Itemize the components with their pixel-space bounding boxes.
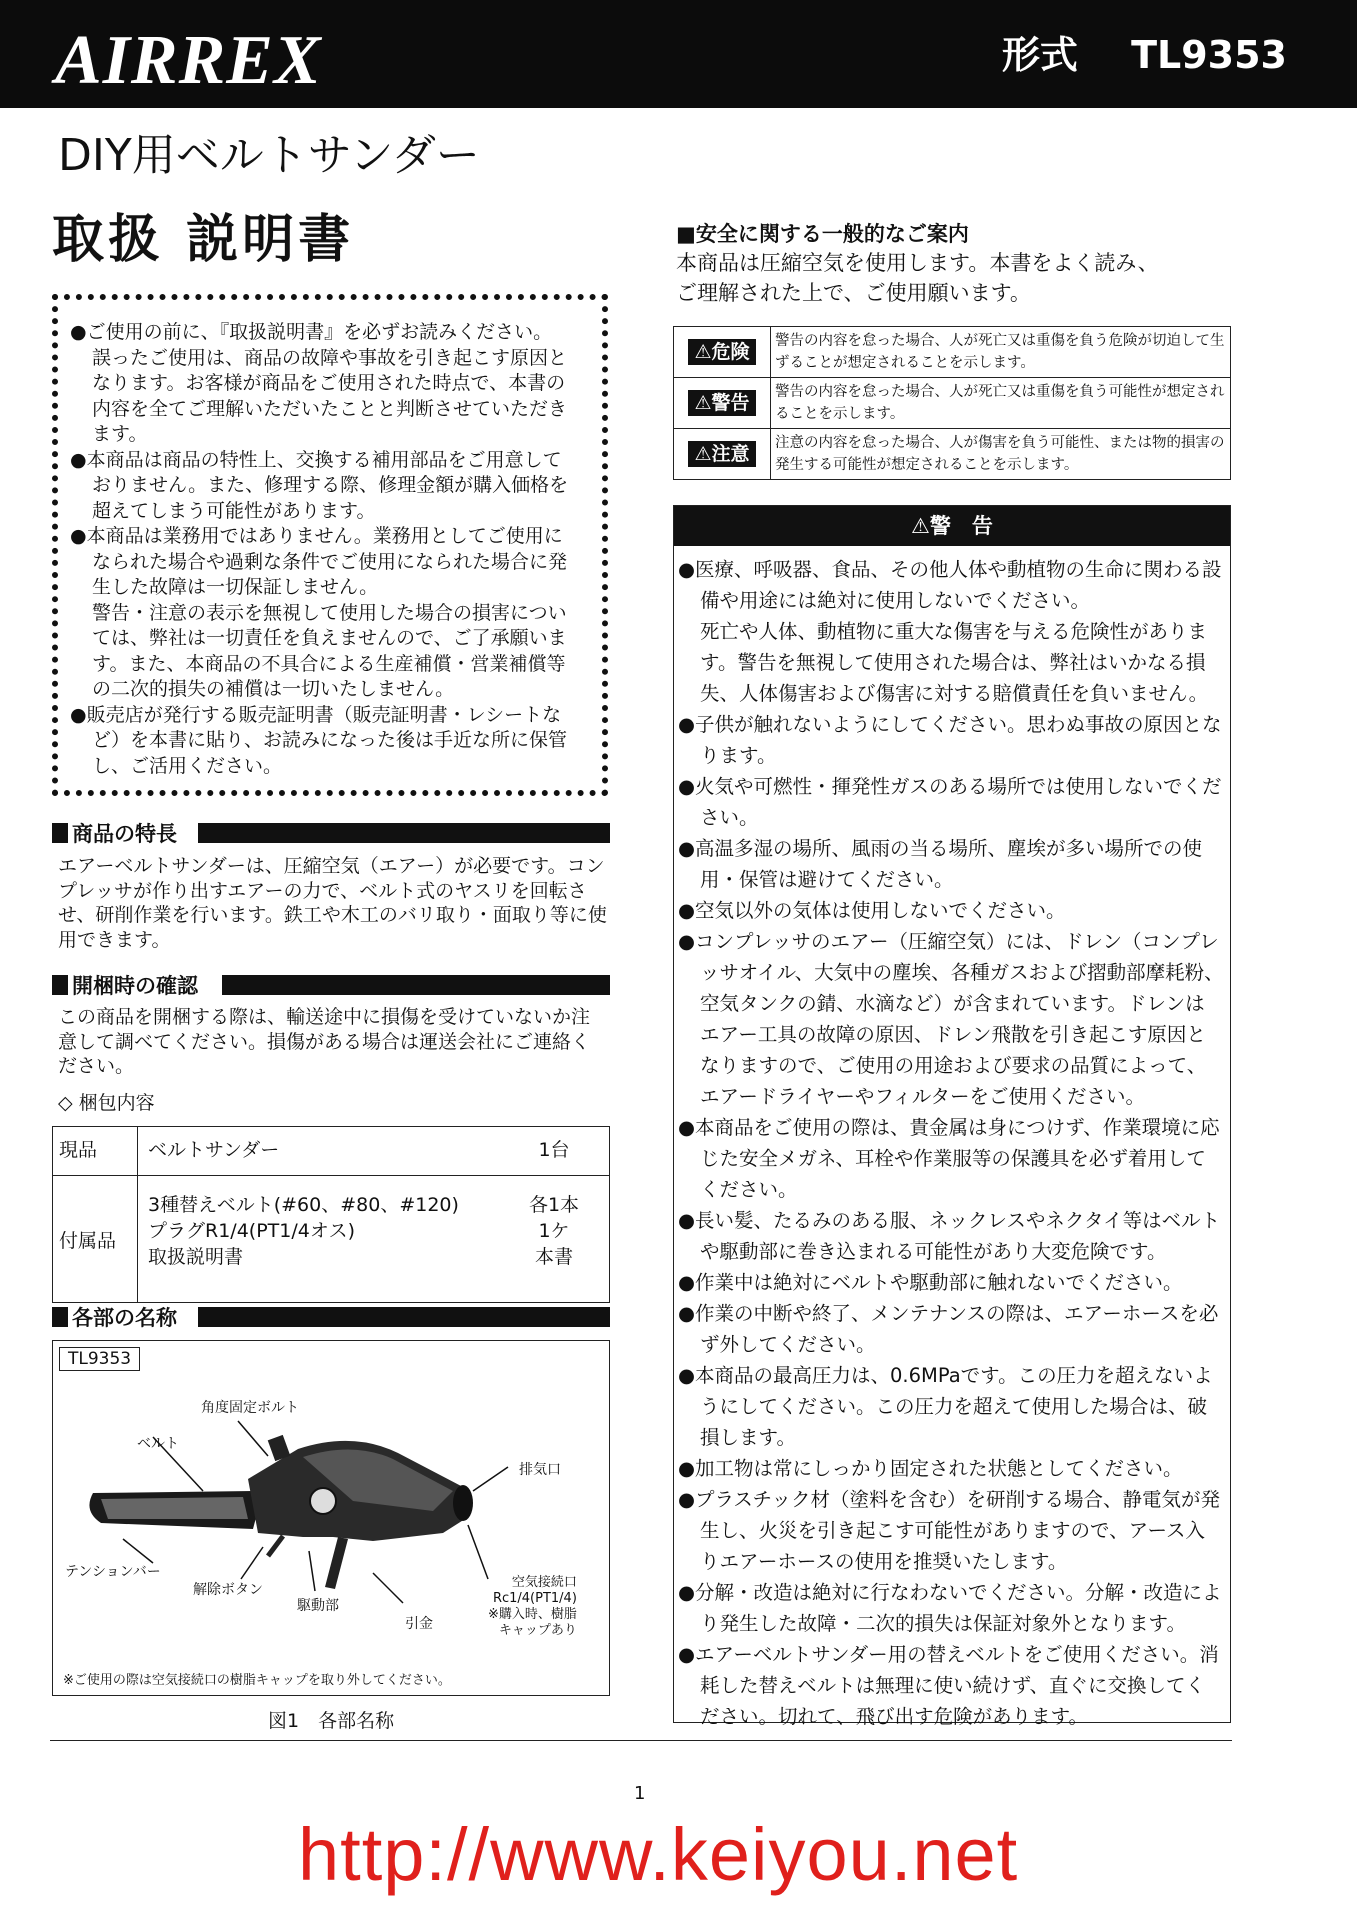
- notice-item: ●本商品は業務用ではありません。業務用としてご使用になられた場合や過剰な条件でご使用になられた場合に発生した故障は一切保証しません。: [70, 525, 568, 598]
- table-row: [53, 1127, 610, 1176]
- warning-item: ●長い髪、たるみのある服、ネックレスやネクタイ等はベルトや駆動部に巻き込まれる可能性があり大変危険です。: [678, 1209, 1221, 1263]
- figure-caption: 図1 各部名称: [268, 1710, 395, 1732]
- warning-item: ●医療、呼吸器、食品、その他人体や動植物の生命に関わる設備や用途には絶対に使用しないでください。: [678, 558, 1222, 612]
- notice-item: ●販売店が発行する販売証明書（販売証明書・レシートなど）を本書に貼り、お読みになった後は手近な所に保管し、ご活用ください。: [70, 703, 568, 777]
- parts-heading: [52, 1304, 610, 1330]
- warning-item: ●空気以外の気体は使用しないでください。: [678, 899, 1066, 922]
- model-label: 形式: [1001, 33, 1078, 77]
- safety-intro-line: 本商品は圧縮空気を使用します。本書をよく読み、: [676, 251, 1159, 275]
- table-row: [674, 378, 1231, 429]
- warning-item: ●本商品をご使用の際は、貴金属は身につけず、作業環境に応じた安全メガネ、耳栓や作業服等の保護具を必ず着用してください。: [678, 1116, 1220, 1201]
- warning-item: ●分解・改造は絶対に行なわないでください。分解・改造により発生した故障・二次的損失は保証対象外となります。: [678, 1581, 1222, 1635]
- parts-heading-text: 各部の名称: [72, 1306, 177, 1330]
- model-number: TL9353: [1131, 33, 1287, 77]
- warning-item: ●本商品の最高圧力は、0.6MPaです。この圧力を超えないようにしてください。この圧力を超えて使用した場合は、破損します。: [678, 1364, 1213, 1449]
- release-lever: [268, 1536, 283, 1556]
- level-label-cell: [674, 429, 771, 480]
- heading-bar: [198, 1307, 610, 1327]
- heading-bar: [198, 823, 610, 843]
- heading-square: [52, 1307, 68, 1327]
- warning-item: 死亡や人体、動植物に重大な傷害を与える危険性があります。警告を無視して使用された場合は、弊社はいかなる損失、人体傷害および傷害に対する賠償責任を負いません。: [700, 620, 1209, 705]
- warning-box: [673, 505, 1231, 1728]
- warning-item: ●高温多湿の場所、風雨の当る場所、塵埃が多い場所での使用・保管は避けてください。: [678, 837, 1203, 891]
- footer-url: http://www.keiyou.net: [298, 1813, 1019, 1896]
- brand-logo: AIRREX: [55, 22, 322, 99]
- unpack-text: この商品を開梱する際は、輸送途中に損傷を受けていないか注意して調べてください。損傷がある場合は運送会社にご連絡ください。: [58, 1006, 591, 1077]
- parts-illustration: [52, 1340, 610, 1696]
- warning-item: ●エアーベルトサンダー用の替えベルトをご使用ください。消耗した替えベルトは無理に使い続けず、直ぐに交換してください。切れて、飛び出す危険があります。: [678, 1643, 1219, 1728]
- table-category: 現品: [53, 1127, 138, 1176]
- label-air-inlet-line: Rc1/4(PT1/4): [492, 1591, 577, 1606]
- table-item-name: プラグR1/4(PT1/4オス): [148, 1220, 356, 1242]
- warning-item: ●火気や可燃性・揮発性ガスのある場所では使用しないでください。: [678, 775, 1222, 829]
- belt-surface: [101, 1497, 248, 1519]
- safety-title: ■安全に関する一般的なご案内: [676, 222, 969, 246]
- notice-item: 警告・注意の表示を無視して使用した場合の損害については、弊社は一切責任を負えませんので、ご了承願います。また、本商品の不具合による生産補償・営業補償等の二次的損失の補償は一切いたしません。: [92, 601, 567, 700]
- unpack-heading: [52, 972, 610, 998]
- table-item-name: 3種替えベルト(#60、#80、#120): [148, 1194, 459, 1216]
- danger-badge: ⚠危険: [688, 339, 755, 365]
- label-air-inlet-line: 空気接続口: [511, 1575, 577, 1590]
- belt-sander-drawing: [53, 1341, 608, 1694]
- label-drive: 駆動部: [297, 1598, 339, 1614]
- table-row: [674, 327, 1231, 378]
- notice-item: ●本商品は商品の特性上、交換する補用部品をご用意しておりません。また、修理する際、修理金額が購入価格を超えてしまう可能性があります。: [70, 448, 569, 522]
- table-item-name: ベルトサンダー: [138, 1127, 510, 1176]
- warning-item: ●作業の中断や終了、メンテナンスの際は、エアーホースを必ず外してください。: [678, 1302, 1219, 1356]
- air-inlet: [453, 1485, 473, 1521]
- safety-intro-line: ご理解された上で、ご使用願います。: [676, 281, 1031, 305]
- warning-item: ●加工物は常にしっかり固定された状態としてください。: [678, 1457, 1183, 1480]
- parts-note: ※ご使用の際は空気接続口の樹脂キャップを取り外してください。: [63, 1673, 451, 1688]
- table-item-names: [138, 1176, 510, 1303]
- level-label-cell: [674, 327, 771, 378]
- footer-divider: [50, 1740, 1232, 1741]
- table-row: [674, 429, 1231, 480]
- contents-label: ◇ 梱包内容: [58, 1092, 155, 1114]
- label-air-inlet-line: ※購入時、樹脂: [488, 1607, 577, 1622]
- table-category: 付属品: [53, 1176, 138, 1303]
- caution-badge: ⚠注意: [688, 441, 755, 467]
- product-subtitle: DIY用ベルトサンダー: [58, 130, 480, 181]
- safety-intro: [676, 248, 1159, 308]
- features-text: エアーベルトサンダーは、圧縮空気（エアー）が必要です。コンプレッサが作り出すエアーの力で、ベルト式のヤスリを回転させ、研削作業を行います。鉄工や木工のバリ取り・面取り等に使用できます。: [58, 855, 607, 951]
- label-angle-bolt: 角度固定ボルト: [201, 1400, 299, 1416]
- label-release-button: 解除ボタン: [193, 1582, 263, 1598]
- package-table: [52, 1126, 610, 1303]
- document-title: 取扱 説明書: [52, 210, 355, 270]
- trigger: [325, 1537, 348, 1589]
- level-description: 警告の内容を怠った場合、人が死亡又は重傷を負う可能性が想定されることを示します。: [771, 378, 1231, 429]
- model-info: [1001, 33, 1287, 77]
- header-bar: [0, 0, 1357, 108]
- features-heading-text: 商品の特長: [72, 822, 177, 846]
- label-belt: ベルト: [137, 1436, 179, 1452]
- table-row: [53, 1176, 610, 1303]
- warning-list: [674, 546, 1230, 1732]
- level-description: 警告の内容を怠った場合、人が死亡又は重傷を負う危険が切迫して生ずることが想定されることを示します。: [771, 327, 1231, 378]
- heading-square: [52, 823, 68, 843]
- notice-box: [52, 294, 608, 796]
- table-item-qty: 各1本: [528, 1194, 580, 1216]
- label-exhaust: 排気口: [519, 1462, 561, 1478]
- unpack-heading-text: 開梱時の確認: [72, 974, 198, 998]
- level-description: 注意の内容を怠った場合、人が傷害を負う可能性、または物的損害の発生する可能性が想定されることを示します。: [771, 429, 1231, 480]
- table-item-qty: 1ケ: [538, 1220, 570, 1242]
- notice-item: 誤ったご使用は、商品の故障や事故を引き起こす原因となります。お客様が商品をご使用された時点で、本書の内容を全てご理解いただいたことと判断させていただきます。: [92, 346, 568, 445]
- label-tension-bar: テンションバー: [65, 1564, 161, 1580]
- heading-bar: [222, 975, 610, 995]
- warning-item: ●プラスチック材（塗料を含む）を研削する場合、静電気が発生し、火災を引き起こす可能性がありますので、アース入りエアーホースの使用を推奨いたします。: [678, 1488, 1220, 1573]
- warning-item: ●子供が触れないようにしてください。思わぬ事故の原因となります。: [678, 713, 1222, 767]
- table-item-qty: 1台: [509, 1127, 610, 1176]
- label-air-inlet: [488, 1575, 577, 1639]
- table-item-qtys: [509, 1176, 610, 1303]
- table-item-qty: 本書: [534, 1246, 573, 1268]
- label-trigger: 引金: [405, 1616, 433, 1632]
- page-number: 1: [634, 1783, 646, 1804]
- model-box: TL9353: [59, 1347, 140, 1371]
- features-heading: [52, 820, 610, 846]
- table-item-name: 取扱説明書: [148, 1246, 244, 1268]
- level-label-cell: [674, 378, 771, 429]
- warning-badge: ⚠警告: [688, 390, 755, 416]
- notice-item: ●ご使用の前に、『取扱説明書』を必ずお読みください。: [70, 321, 553, 343]
- warning-heading: ⚠警 告: [674, 506, 1230, 546]
- label-air-inlet-line: キャップあり: [498, 1623, 577, 1638]
- warning-item: ●作業中は絶対にベルトや駆動部に触れないでください。: [678, 1271, 1183, 1294]
- drive-wheel: [310, 1488, 336, 1514]
- warning-item: ●コンプレッサのエアー（圧縮空気）には、ドレン（コンプレッサオイル、大気中の塵埃、各種ガスおよび摺動部摩耗粉、空気タンクの錆、水滴など）が含まれています。ドレンはエアー工具の故障の原因、ドレン飛散を引き起こす原因となりますので、ご使用の用途および要求の品質によって、エアードライヤーやフィルターをご使用ください。: [678, 930, 1224, 1108]
- heading-square: [52, 975, 68, 995]
- hazard-level-table: [673, 326, 1231, 480]
